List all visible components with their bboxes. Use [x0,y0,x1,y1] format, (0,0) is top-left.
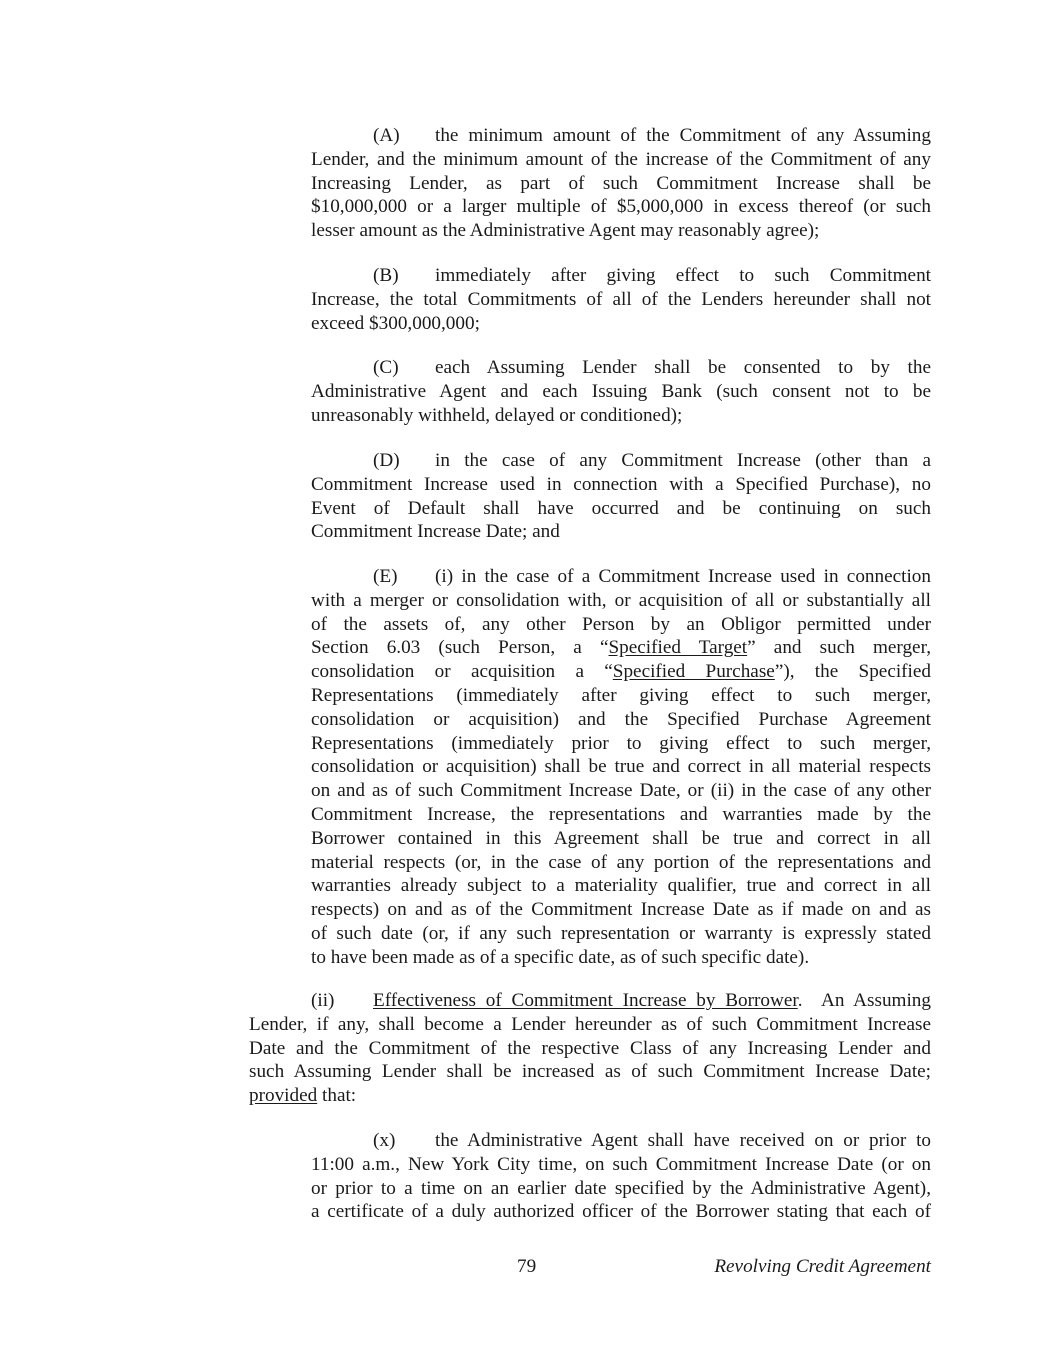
clause-label: (D) [373,450,400,471]
clause-label: (ii) [311,990,335,1011]
clause-label: (B) [373,265,399,286]
clause-A: (A) the minimum amount of the Commitment of any Assuming Lender, and the minimum amount of the increase of the Commitment of any Increasing Lender, as part of such Commitment Increase shall be $10,000,000 or a larger multiple of $5,000,000 in excess thereof (or such lesser amount as the Administrative Agent may reasonably agree); [311,125,931,242]
section-heading: Effectiveness of Commitment Increase by Borrower [373,990,798,1011]
clause-label: (C) [373,357,399,378]
clause-D: (D) in the case of any Commitment Increase (other than a Commitment Increase used in connection with a Specified Purchase), no Event of Default shall have occurred and be continuing on such Commitment Increase Date; and [311,450,931,543]
clause-E: (E) (i) in the case of a Commitment Increase used in connection with a merger or consolidation with, or acquisition of all or substantially all of the assets of, any other Person by an Obligor permitted under Section 6.03 (such Person, a “Specified Target” and such merger, consolidation or acquisition a “Specified Purchase”), the Specified Representations (immediately after giving effect to such merger, consolidation or acquisition) and the Specified Purchase Agreement Representations (immediately prior to giving effect to such merger, consolidation or acquisition) shall be true and correct in all material respects on and as of such Commitment Increase Date, or (ii) in the case of any other Commitment Increase, the representations and warranties made by the Borrower contained in this Agreement shall be true and correct in all material respects (or, in the case of any portion of the representations and warranties already subject to a materiality qualifier, true and correct in all respects) on and as of the Commitment Increase Date as if made on and as of such date (or, if any such representation or warranty is expressly stated to have been made as of a specific date, as of such specific date). [311,566,932,968]
clause-label: (E) [373,566,398,587]
clause-x: (x) the Administrative Agent shall have received on or prior to 11:00 a.m., New York City time, on such Commitment Increase Date (or on or prior to a time on an earlier date specified by the Administrative Agent), a certificate of a duly authorized officer of the Borrower stating that each of [311,1130,931,1223]
document-title-footer: Revolving Credit Agreement [714,1256,931,1277]
clause-label: (A) [373,125,400,146]
defined-term-specified-target: Specified Target [608,637,748,659]
section-ii: (ii) Effectiveness of Commitment Increase by Borrower. An Assuming Lender, if any, shall become a Lender hereunder as of such Commitment Increase Date and the Commitment of the respective Class of any Increasing Lender and such Assuming Lender shall be increased as of such Commitment Increase Date; provided that: [249,990,931,1107]
clause-B: (B) immediately after giving effect to such Commitment Increase, the total Commitments of all of the Lenders hereunder shall not exceed $300,000,000; [311,265,931,334]
defined-term-specified-purchase: Specified Purchase [612,661,775,683]
clause-C: (C) each Assuming Lender shall be consented to by the Administrative Agent and each Issuing Bank (such consent not to be unreasonably withheld, delayed or conditioned); [311,357,931,426]
page-number: 79 [517,1256,537,1277]
defined-term-provided: provided [249,1085,318,1107]
clause-label: (x) [373,1130,396,1151]
